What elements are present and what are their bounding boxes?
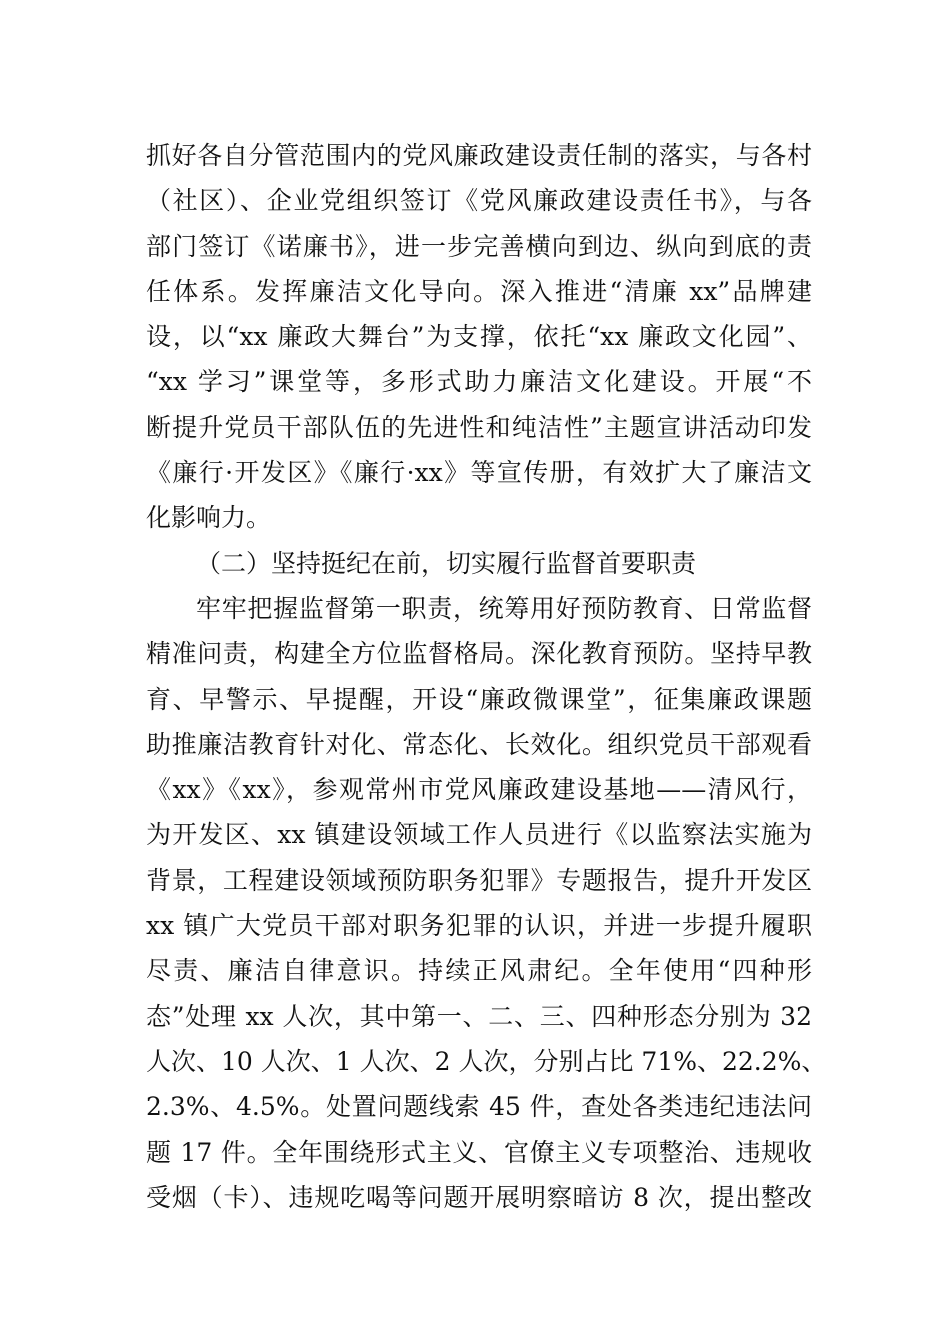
text-line: 《xx》《xx》，参观常州市党风廉政建设基地——清风行， [146,775,812,805]
text-line: 态”处理 xx 人次，其中第一、二、三、四种形态分别为 32 [146,1001,812,1031]
text-line: 尽责、廉洁自律意识。持续正风肃纪。全年使用“四种形 [146,956,812,986]
text-line: “xx 学习”课堂等，多形式助力廉洁文化建设。开展“不 [146,367,812,397]
document-body [146,133,827,1220]
text-line: 任体系。发挥廉洁文化导向。深入推进“清廉 xx”品牌建 [146,276,812,306]
text-line: 人次、10 人次、1 人次、2 人次，分别占比 71%、22.2%、 [146,1046,827,1076]
text-line: 精准问责，构建全方位监督格局。深化教育预防。坚持早教 [146,639,812,669]
text-line: 设，以“xx 廉政大舞台”为支撑，依托“xx 廉政文化园”、 [146,322,812,352]
text-line: 题 17 件。全年围绕形式主义、官僚主义专项整治、违规收 [146,1137,812,1167]
text-line: xx 镇广大党员干部对职务犯罪的认识，并进一步提升履职 [146,911,812,941]
text-line: 断提升党员干部队伍的先进性和纯洁性”主题宣讲活动印发 [146,412,812,442]
text-line: 为开发区、xx 镇建设领域工作人员进行《以监察法实施为 [146,820,812,850]
text-line: 部门签订《诺廉书》，进一步完善横向到边、纵向到底的责 [146,231,812,261]
section-heading: （二）坚持挺纪在前，切实履行监督首要职责 [196,548,697,578]
text-line: 背景，工程建设领域预防职务犯罪》专题报告，提升开发区 [146,865,812,895]
text-line: （社区）、企业党组织签订《党风廉政建设责任书》，与各 [146,186,812,216]
text-line: 《廉行·开发区》《廉行·xx》等宣传册，有效扩大了廉洁文 [146,458,812,488]
paragraph-2 [146,586,827,1220]
text-line: 2.3%、4.5%。处置问题线索 45 件，查处各类违纪违法问 [146,1092,812,1122]
text-line: 助推廉洁教育针对化、常态化、长效化。组织党员干部观看 [146,729,812,759]
paragraph-1 [146,133,812,541]
text-line: 化影响力。 [146,503,272,533]
text-line: 牢牢把握监督第一职责，统筹用好预防教育、日常监督 [196,593,812,623]
text-line: 受烟（卡）、违规吃喝等问题开展明察暗访 8 次，提出整改 [146,1182,812,1212]
text-line: 育、早警示、早提醒，开设“廉政微课堂”，征集廉政课题 [146,684,812,714]
text-line: 抓好各自分管范围内的党风廉政建设责任制的落实，与各村 [146,141,812,170]
